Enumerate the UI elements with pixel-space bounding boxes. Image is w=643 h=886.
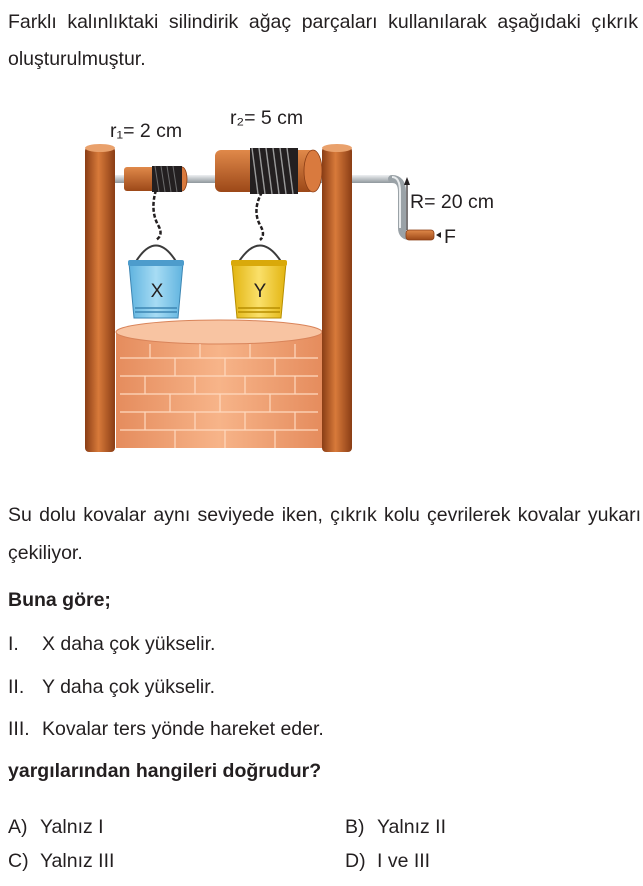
well-wall: [116, 320, 322, 448]
statement-1: [8, 633, 215, 656]
r-label: R= 20 cm: [410, 191, 494, 213]
statement-number: III.: [8, 718, 30, 740]
rope-x: [153, 190, 160, 240]
statement-2: [8, 676, 215, 699]
option-text: Yalnız I: [40, 816, 104, 838]
windlass-figure: [80, 100, 530, 460]
option-b[interactable]: [345, 816, 446, 839]
option-letter: D): [345, 850, 366, 872]
statement-number: II.: [8, 676, 25, 698]
situation-text: Su dolu kovalar aynı seviyede iken, çıkrık kolu çevrilerek kovalar yukarı çekiliyor.: [8, 504, 641, 564]
option-letter: B): [345, 816, 365, 838]
bucket-y: [231, 246, 287, 319]
option-a[interactable]: [8, 816, 104, 839]
bucket-y-label: Y: [253, 281, 267, 302]
statement-text: Kovalar ters yönde hareket eder.: [42, 718, 324, 740]
crank-handle: [406, 230, 441, 240]
option-letter: C): [8, 850, 29, 872]
bucket-x-label: X: [150, 281, 164, 302]
prompt-text: Buna göre;: [8, 589, 111, 611]
right-post: [322, 144, 352, 452]
windlass-diagram: [80, 100, 530, 460]
rope-y: [256, 192, 263, 240]
bucket-x: [128, 246, 184, 319]
force-label: F: [444, 226, 456, 248]
option-text: I ve III: [377, 850, 431, 872]
r2-label: r₂= 5 cm: [230, 107, 304, 129]
question-text: yargılarından hangileri doğrudur?: [8, 760, 322, 782]
option-text: Yalnız III: [40, 850, 115, 872]
statement-text: X daha çok yükselir.: [42, 633, 216, 655]
intro-text: Farklı kalınlıktaki silindirik ağaç parçaları kullanılarak aşağıdaki çıkrık oluşturulmuştur.: [8, 11, 638, 70]
left-post: [85, 144, 115, 452]
large-cylinder: [215, 148, 322, 194]
option-letter: A): [8, 816, 28, 838]
option-c[interactable]: [8, 850, 114, 873]
option-d[interactable]: [345, 850, 430, 873]
statement-number: I.: [8, 633, 19, 655]
option-text: Yalnız II: [377, 816, 447, 838]
r1-label: r₁= 2 cm: [110, 120, 183, 142]
statement-text: Y daha çok yükselir.: [42, 676, 216, 698]
small-cylinder: [124, 166, 187, 192]
statement-3: [8, 718, 324, 741]
